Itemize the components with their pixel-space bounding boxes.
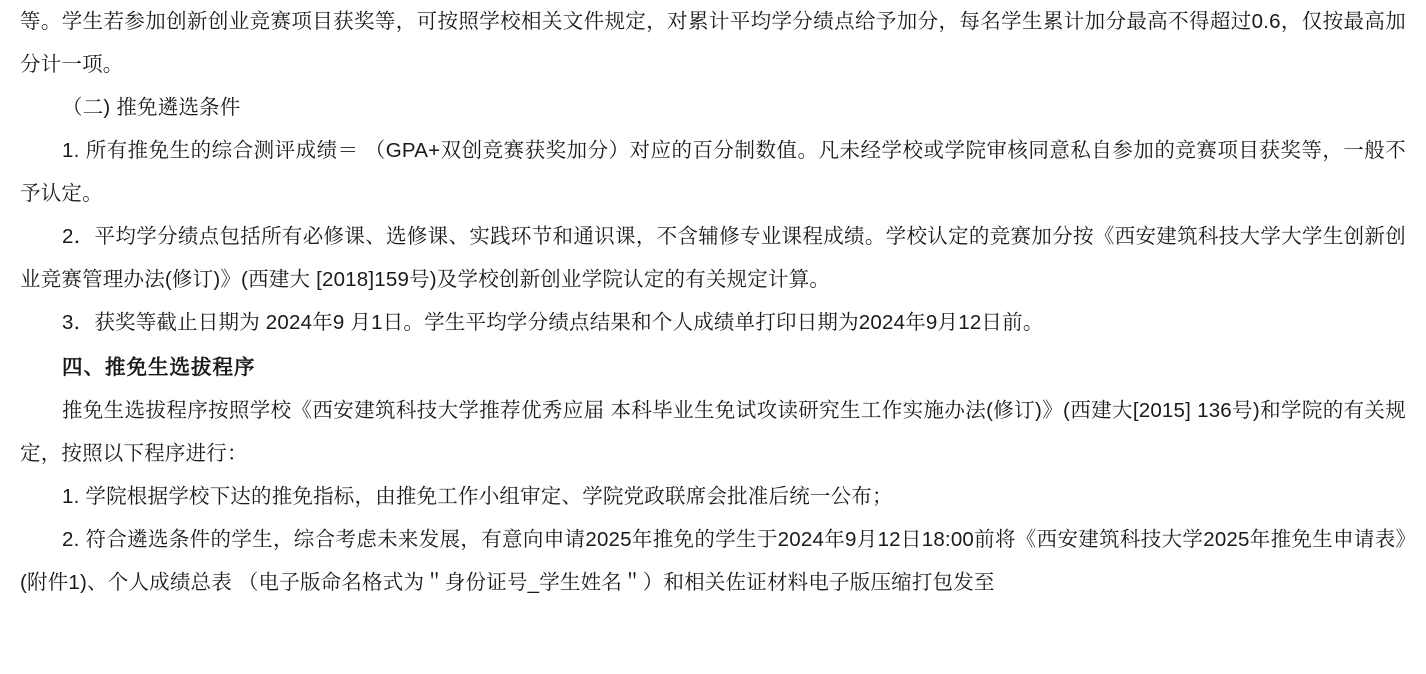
paragraph-section-two-title: （二) 推免遴选条件 [62, 96, 241, 119]
paragraph-item-3: 3．获奖等截止日期为 2024年9 月1日。学生平均学分绩点结果和个人成绩单打印日期为2024年9月12日前。 [62, 311, 1044, 334]
paragraph-scoring-bonus: 等。学生若参加创新创业竞赛项目获奖等，可按照学校相关文件规定，对累计平均学分绩点给予加分，每名学生累计加分最高不得超过0.6，仅按最高加分计一项。 [20, 10, 1406, 76]
heading-section-four: 四、推免生选拔程序 [62, 356, 256, 379]
paragraph-item-2: 2．平均学分绩点包括所有必修课、选修课、实践环节和通识课，不含辅修专业课程成绩。学校认定的竞赛加分按《西安建筑科技大学大学生创新创业竞赛管理办法(修订)》(西建大 [2018]159号)及学校创新创业学院认定的有关规定计算。 [20, 225, 1406, 291]
paragraph-item-1: 1. 所有推免生的综合测评成绩＝ （GPA+双创竞赛获奖加分）对应的百分制数值。凡未经学校或学院审核同意私自参加的竞赛项目获奖等，一般不予认定。 [20, 139, 1406, 205]
paragraph-procedure-2: 2. 符合遴选条件的学生，综合考虑未来发展，有意向申请2025年推免的学生于2024年9月12日18:00前将《西安建筑科技大学2025年推免生申请表》(附件1)、个人成绩总表 （电子版命名格式为＂身份证号_学生姓名＂）和相关佐证材料电子版压缩打包发至 [20, 528, 1406, 594]
paragraph-procedure-intro: 推免生选拔程序按照学校《西安建筑科技大学推荐优秀应届 本科毕业生免试攻读研究生工作实施办法(修订)》(西建大[2015] 136号)和学院的有关规定，按照以下程序进行： [20, 399, 1406, 465]
paragraph-procedure-1: 1. 学院根据学校下达的推免指标，由推免工作小组审定、学院党政联席会批准后统一公布； [62, 485, 893, 508]
document-body [20, 0, 1406, 604]
